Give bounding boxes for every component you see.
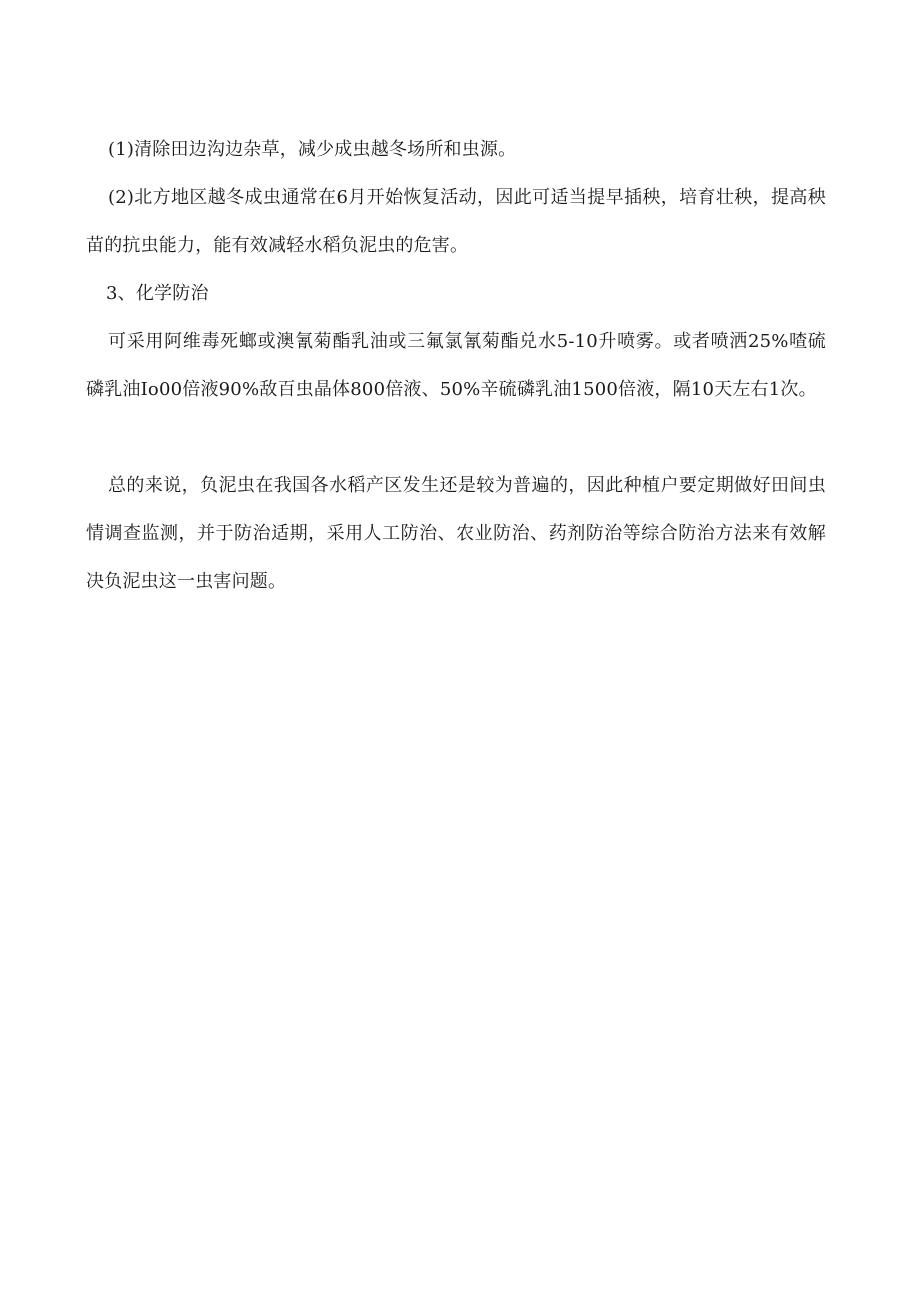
paragraph-chemical-control: 可采用阿维毒死螂或澳氰菊酯乳油或三氟氯氰菊酯兑水5-10升喷雾。或者喷洒25%喳硫磷乳油Io00倍液90%敌百虫晶体800倍液、50%辛硫磷乳油1500倍液，隔10天左右1次。 [86, 331, 826, 400]
document-body [86, 126, 826, 606]
paragraph-early-transplanting: (2)北方地区越冬成虫通常在6月开始恢复活动，因此可适当提早插秧，培育壮秧，提高秧苗的抗虫能力，能有效减轻水稻负泥虫的危害。 [86, 187, 826, 256]
section-heading-chemical-control: 3、化学防治 [106, 283, 209, 304]
paragraph-gap [86, 414, 826, 462]
paragraph-weed-removal: (1)清除田边沟边杂草，减少成虫越冬场所和虫源。 [108, 139, 517, 160]
paragraph-summary: 总的来说，负泥虫在我国各水稻产区发生还是较为普遍的，因此种植户要定期做好田间虫情调查监测，并于防治适期，采用人工防治、农业防治、药剂防治等综合防治方法来有效解决负泥虫这一虫害问题。 [86, 475, 826, 592]
